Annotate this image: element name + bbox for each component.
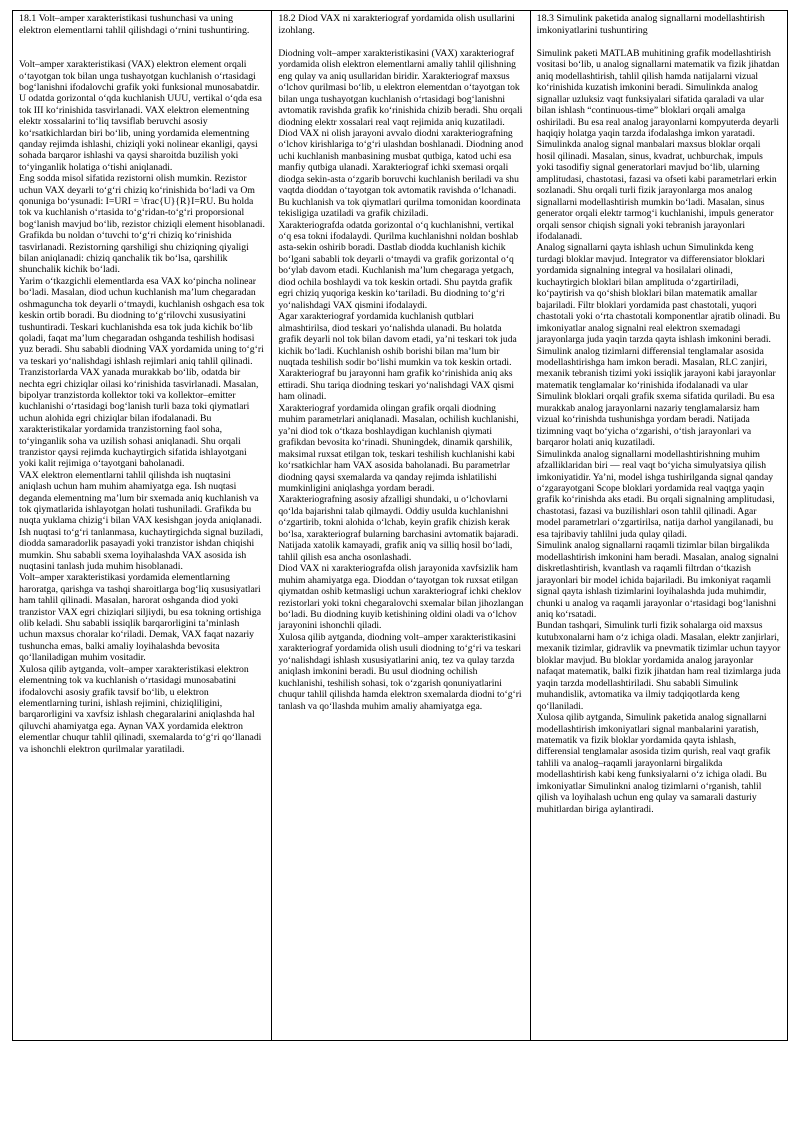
paragraph: Simulink paketi MATLAB muhitining grafik modellashtirish vositasi bo‘lib, u analog signallarni matematik va fizik jihatdan aniq modellashtirish, tahlil qilish hamda natijalarni vizual ko‘rinishida kuzatish imkonini beradi. Simulinkda analog signallar uzluksiz vaqt funksiyalari sifatida qaraladi va ular bilan ishlash “continuous-time” bloklari orqali amalga oshiriladi. Bu esa real analog jarayonlarni kompyuterda deyarli haqiqiy holatga yaqin tarzda ifodalashga imkon yaratadi. bbox=[536, 47, 780, 139]
paragraph: Diod VAX ni xarakteriografda olish jarayonida xavfsizlik ham muhim ahamiyatga ega. Dioddan o‘tayotgan tok ruxsat etilgan qiymatdan oshib ketmasligi uchun xarakteriograf ichki cheklov rezistorlari yoki tokni chegaralovchi sxemalar bilan jihozlangan bo‘ladi. Bu diodning kuyib ketishining oldini oladi va o‘lchov jarayonini ishonchli qiladi. bbox=[278, 563, 524, 632]
paragraph: Bundan tashqari, Simulink turli fizik sohalarga oid maxsus kutubxonalarni ham o‘z ichiga oladi. Masalan, elektr zanjirlari, mexanik tizimlar, gidravlik va pnevmatik tizimlar uchun tayyor bloklar mavjud. Bu bloklar yordamida analog jarayonlar nafaqat matematik, balki fizik jihatdan ham real tizimlarga juda yaqin tarzda modellashtiriladi. Shu sababli Simulink muhandislik, avtomatika va ilmiy tadqiqotlarda keng qo‘llaniladi. bbox=[536, 620, 781, 712]
paragraph: Eng sodda misol sifatida rezistorni olish mumkin. Rezistor uchun VAX deyarli to‘g‘ri chiziq ko‘rinishida bo‘ladi va Om qonuniga bo‘ysunadi: I=URI = \frac{U}{R}I=RU. Bu holda tok va kuchlanish o‘rtasida to‘g‘ridan-to‘g‘ri proporsional bog‘lanish mavjud bo‘lib, rezistor chiziqli element hisoblanadi. Grafikda bu noldan o‘tuvchi to‘g‘ri chiziq ko‘rinishida tasvirlanadi. Rezistorning qarshiligi shu chiziqning qiyaligi bilan aniqlanadi: chiziq qanchalik tik bo‘lsa, qarshilik shunchalik kichik bo‘ladi. bbox=[19, 173, 265, 276]
paragraph: VAX elektron elementlarni tahlil qilishda ish nuqtasini aniqlash uchun ham muhim ahamiyatga ega. Ish nuqtasi deganda elementning ma’lum bir sxemada aniq kuchlanish va tok qiymatlarida ishlayotgan holati tushuniladi. Grafikda bu nuqta yuklama chizig‘i bilan VAX kesishgan joyda aniqlanadi. Ish nuqtasi to‘g‘ri tanlanmasa, kuchaytirgichda signal buziladi, diodda samaradorlik pasayadi yoki tranzistor ishdan chiqishi mumkin. Shu sababli sxema loyihalashda VAX asosida ish nuqtasini tanlash juda muhim hisoblanadi. bbox=[19, 469, 264, 573]
paragraph: Xulosa qilib aytganda, volt–amper xarakteristikasi elektron elementning tok va kuchlanish o‘rtasidagi munosabatini ifodalovchi asosiy grafik tavsif bo‘lib, u elektron elementlarning turini, ishlash rejimini, chiziqliligini, barqarorligini va xavfsiz ishlash chegaralarini aniqlashda hal qiluvchi ahamiyatga ega. Aynan VAX yordamida elektron elementlar chuqur tahlil qilinadi, sxemalarda to‘g‘ri qo‘llanadi va ishonchli elektron qurilmalar yaratiladi. bbox=[19, 663, 262, 755]
paragraph: Simulink analog tizimlarni differensial tenglamalar asosida modellashtirishga ham imkon beradi. Masalan, RLC zanjiri, mexanik tebranish tizimi yoki issiqlik jarayoni kabi jarayonlar matematik tenglamalar ko‘rinishida ifodalanadi va ular Simulink bloklari orqali grafik sxema sifatida quriladi. Bu esa murakkab analog jarayonlarni nazariy tenglamalarsiz ham vizual ko‘rinishda tushunishga yordam beradi. Natijada tizimning vaqt bo‘yicha o‘zgarishi, o‘tish jarayonlari va barqaror holati aniq kuzatiladi. bbox=[536, 345, 776, 449]
paragraph: Diodning volt–amper xarakteristikasini (VAX) xarakteriograf yordamida olish elektron elementlarni amaliy tahlil qilishning eng qulay va aniq usullaridan biridir. Xarakteriograf maxsus o‘lchov qurilmasi bo‘lib, u elektron elementdan o‘tayotgan tok bilan unga tushayotgan kuchlanish o‘rtasidagi bog‘lanishni avtomatik ravishda grafik ko‘rinishida chizib beradi. Shu orqali diodning elektr xossalari real vaqt rejimida aniq kuzatiladi. bbox=[278, 47, 523, 128]
paragraph: Simulinkda analog signallarni modellashtirishning muhim afzalliklaridan biri — real vaqt bo‘yicha simulyatsiya qilish imkoniyatidir. Ya’ni, model ishga tushirilganda signal qanday o‘zgarayotgani Scope bloklari yordamida real vaqtga yaqin grafik ko‘rinishda aks etadi. Bu orqali signalning amplitudasi, chastotasi, fazasi va buzilishlari oson tahlil qilinadi. Agar model parametrlari o‘zgartirilsa, natija darhol yangilanadi, bu esa tajribaviy tahlilni juda qulay qiladi. bbox=[536, 448, 775, 540]
section-title: 18.2 Diod VAX ni xarakteriograf yordamida olish usullarini izohlang. bbox=[278, 13, 515, 36]
paragraph: Simulinkda analog signal manbalari maxsus bloklar orqali hosil qilinadi. Masalan, sinus, kvadrat, uchburchak, impuls yoki tasodifiy signal generatorlari mavjud bo‘lib, ularning amplitudasi, chastotasi, fazasi va ofseti kabi parametrlari erkin sozlanadi. Shu orqali turli fizik jarayonlarga mos analog signallarni modellashtirish mumkin bo‘ladi. Masalan, sinus generator orqali elektr tarmog‘i kuchlanishi, impuls generator orqali sensor chiqish signali yoki tebranish jarayonlari ifodalanadi. bbox=[536, 139, 777, 243]
section-title: 18.3 Simulink paketida analog signallarni modellashtirish imkoniyatlarini tushuntiring bbox=[536, 13, 765, 36]
spacer bbox=[19, 48, 265, 59]
paragraph: Xarakteriografda odatda gorizontal o‘q kuchlanishni, vertikal o‘q esa tokni ifodalaydi. Qurilma kuchlanishni noldan boshlab asta-sekin oshirib boradi. Dastlab diodda kuchlanish kichik bo‘lgani sababli tok deyarli o‘tmaydi va grafik gorizontal o‘q bo‘ylab davom etadi. Kuchlanish ma’lum chegaraga yetgach, diod ochila boshlaydi va tok keskin ortadi. Shu paytda grafik egri chiziq yuqoriga keskin ko‘tariladi. Bu diodning to‘g‘ri yo‘nalishdagi VAX qismini ifodalaydi. bbox=[278, 219, 519, 311]
column-vax-concept bbox=[13, 11, 271, 1040]
section-title: 18.1 Volt–amper xarakteristikasi tushunchasi va uning elektron elementlarni tahlil qilishdagi o‘rnini tushuntiring. bbox=[19, 13, 250, 36]
paragraph: Agar xarakteriograf yordamida kuchlanish qutblari almashtirilsa, diod teskari yo‘nalishda ulanadi. Bu holatda grafik deyarli nol tok bilan davom etadi, ya’ni teskari tok juda kichik bo‘ladi. Kuchlanish oshib borishi bilan ma’lum bir nuqtada teshilish sodir bo‘lishi mumkin va tok keskin ortadi. Xarakteriograf bu jarayonni ham grafik ko‘rinishida aniq aks ettiradi. Shu tariqa diodning teskari yo‘nalishdagi VAX qismi ham olinadi. bbox=[278, 311, 517, 403]
paragraph: Diod VAX ni olish jarayoni avvalo diodni xarakteriografning o‘lchov kirishlariga to‘g‘ri ulashdan boshlanadi. Diodning anod uchi kuchlanish manbasining musbat qutbiga, katod uchi esa manfiy qutbiga ulanadi. Xarakteriograf ichki sxemasi orqali diodga sekin-asta o‘zgarib boruvchi kuchlanish beriladi va shu vaqtda dioddan o‘tayotgan tok avtomatik ravishda o‘lchanadi. Bu kuchlanish va tok qiymatlari qurilma tomonidan koordinata tekisligiga uzatiladi va grafik chiziladi. bbox=[278, 127, 524, 220]
paragraph: Volt–amper xarakteristikasi yordamida elementlarning haroratga, qarishga va tashqi sharoitlarga bog‘liq xususiyatlari ham tahlil qilinadi. Masalan, harorat oshganda diod yoki tranzistor VAX egri chiziqlari siljiydi, bu esa tokning ortishiga olib keladi. Shu sababli issiqlik barqarorligini ta’minlash uchun maxsus choralar ko‘riladi. Demak, VAX faqat nazariy tushuncha emas, balki amaliy loyihalashda bevosita qo‘llaniladigan muhim vositadir. bbox=[19, 572, 262, 664]
paragraph: Analog signallarni qayta ishlash uchun Simulinkda keng turdagi bloklar mavjud. Integrator va differensiator bloklari yordamida signalning integral va hosilalari olinadi, kuchaytirgich bloklari bilan amplituda o‘zgartiriladi, ko‘paytirish va qo‘shish bloklari bilan matematik amallar bajariladi. Filtr bloklari yordamida past chastotali, yuqori chastotali yoki o‘rta chastotali komponentlar ajratib olinadi. Bu imkoniyatlar analog signalni real elektron sxemadagi jarayonlarga juda yaqin tarzda qayta ishlash imkonini beradi. bbox=[536, 242, 781, 346]
document-table bbox=[12, 10, 788, 1041]
paragraph: Xarakteriografning asosiy afzalligi shundaki, u o‘lchovlarni qo‘lda bajarishni talab qilmaydi. Oddiy usulda kuchlanishni o‘zgartirib, tokni alohida o‘lchab, keyin grafik chizish kerak bo‘lsa, xarakteriograf bularning barchasini avtomatik bajaradi. Natijada xatolik kamayadi, grafik aniq va silliq hosil bo‘ladi, tahlil qilish esa ancha osonlashadi. bbox=[278, 494, 519, 563]
paragraph: Xulosa qilib aytganda, Simulink paketida analog signallarni modellashtirish imkoniyatlari signal manbalarini yaratish, matematik va fizik bloklar yordamida qayta ishlash, differensial tenglamalar asosida tizim qurish, real vaqt grafik tahlili va analog–raqamli jarayonlarni birgalikda modellashtirish kabi keng funksiyalarni o‘z ichiga oladi. Bu imkoniyatlar Simulinkni analog tizimlarni o‘rganish, tahlil qilish va loyihalash uchun eng qulay va samarali dasturiy muhitlardan biriga aylantiradi. bbox=[536, 712, 771, 815]
column-simulink bbox=[530, 11, 787, 1040]
column-diode-vax bbox=[271, 11, 529, 1040]
paragraph: Volt–amper xarakteristikasi (VAX) elektron element orqali o‘tayotgan tok bilan unga tushayotgan kuchlanish o‘rtasidagi bog‘lanishni ifodalovchi grafik yoki funksional munosabatdir. U odatda gorizontal o‘qda kuchlanish UUU, vertikal o‘qda esa tok III ko‘rinishida tasvirlanadi. VAX elektron elementning elektr xossalarini to‘liq tavsiflab beruvchi asosiy ko‘rsatkichlardan biri bo‘lib, uning yordamida elementning qanday rejimda ishlashi, chiziqli yoki nolinear ekanligi, qaysi sohada barqaror ishlashi va qaysi sharoitda buzilish yoki to‘yinganlik holatiga o‘tishi aniqlanadi. bbox=[19, 59, 262, 173]
paragraph: Xulosa qilib aytganda, diodning volt–amper xarakteristikasini xarakteriograf yordamida olish usuli diodning to‘g‘ri va teskari yo‘nalishdagi ishlash xususiyatlarini aniq, tez va qulay tarzda aniqlash imkonini beradi. Bu usul diodning ochilish kuchlanishi, teshilish sohasi, tok o‘zgarish qonuniyatlarini chuqur tahlil qilishda hamda elektron sxemalarda diodni to‘g‘ri tanlash va qo‘llashda muhim amaliy ahamiyatga ega. bbox=[278, 631, 522, 712]
paragraph: Xarakteriograf yordamida olingan grafik orqali diodning muhim parametrlari aniqlanadi. Masalan, ochilish kuchlanishi, ya’ni diod tok o‘tkaza boshlaydigan kuchlanish qiymati grafikdan bevosita ko‘rinadi. Shuningdek, dinamik qarshilik, maksimal ruxsat etilgan tok, teskari teshilish kuchlanishi kabi ko‘rsatkichlar ham VAX asosida baholanadi. Bu parametrlar diodning qaysi sxemalarda va qanday rejimda ishlatilishi mumkinligini aniqlashga yordam beradi. bbox=[278, 402, 519, 494]
paragraph: Simulink analog signallarni raqamli tizimlar bilan birgalikda modellashtirish imkonini ham beradi. Masalan, analog signalni diskretlashtirish, kvantlash va raqamli filtrdan o‘tkazish jarayonlari bir model ichida bajariladi. Bu imkoniyat raqamli signal qayta ishlash tizimlarini loyihalashda juda muhimdir, chunki u analog va raqamli jarayonlar o‘rtasidagi bog‘lanishni aniq ko‘rsatadi. bbox=[536, 540, 779, 620]
paragraph: Tranzistorlarda VAX yanada murakkab bo‘lib, odatda bir nechta egri chiziqlar oilasi ko‘rinishida tasvirlanadi. Masalan, bipolyar tranzistorda kollektor toki va kollektor–emitter kuchlanishi o‘rtasidagi bog‘lanish turli baza toki qiymatlari uchun alohida egri chiziqlar bilan ifodalanadi. Bu xarakteristikalar yordamida tranzistorning faol soha, to‘yinganlik soha va uzilish sohasi aniqlanadi. Shu orqali tranzistor qaysi rejimda kuchaytirgich sifatida ishlayotgani yoki kalit rejimiga o‘tayotgani baholanadi. bbox=[19, 367, 259, 470]
paragraph: Yarim o‘tkazgichli elementlarda esa VAX ko‘pincha nolinear bo‘ladi. Masalan, diod uchun kuchlanish ma’lum chegaradan oshmaguncha tok deyarli o‘tmaydi, kuchlanish oshgach esa tok keskin ortib boradi. Bu diodning to‘g‘rilovchi xususiyatini tushuntiradi. Teskari kuchlanishda esa tok juda kichik bo‘lib qoladi, faqat ma’lum chegaradan oshganda teshilish hodisasi yuz beradi. Shu sababli diodning VAX yordamida uning to‘g‘ri va teskari yo‘nalishdagi ishlash rejimlari aniq tahlil qilinadi. bbox=[19, 275, 265, 367]
